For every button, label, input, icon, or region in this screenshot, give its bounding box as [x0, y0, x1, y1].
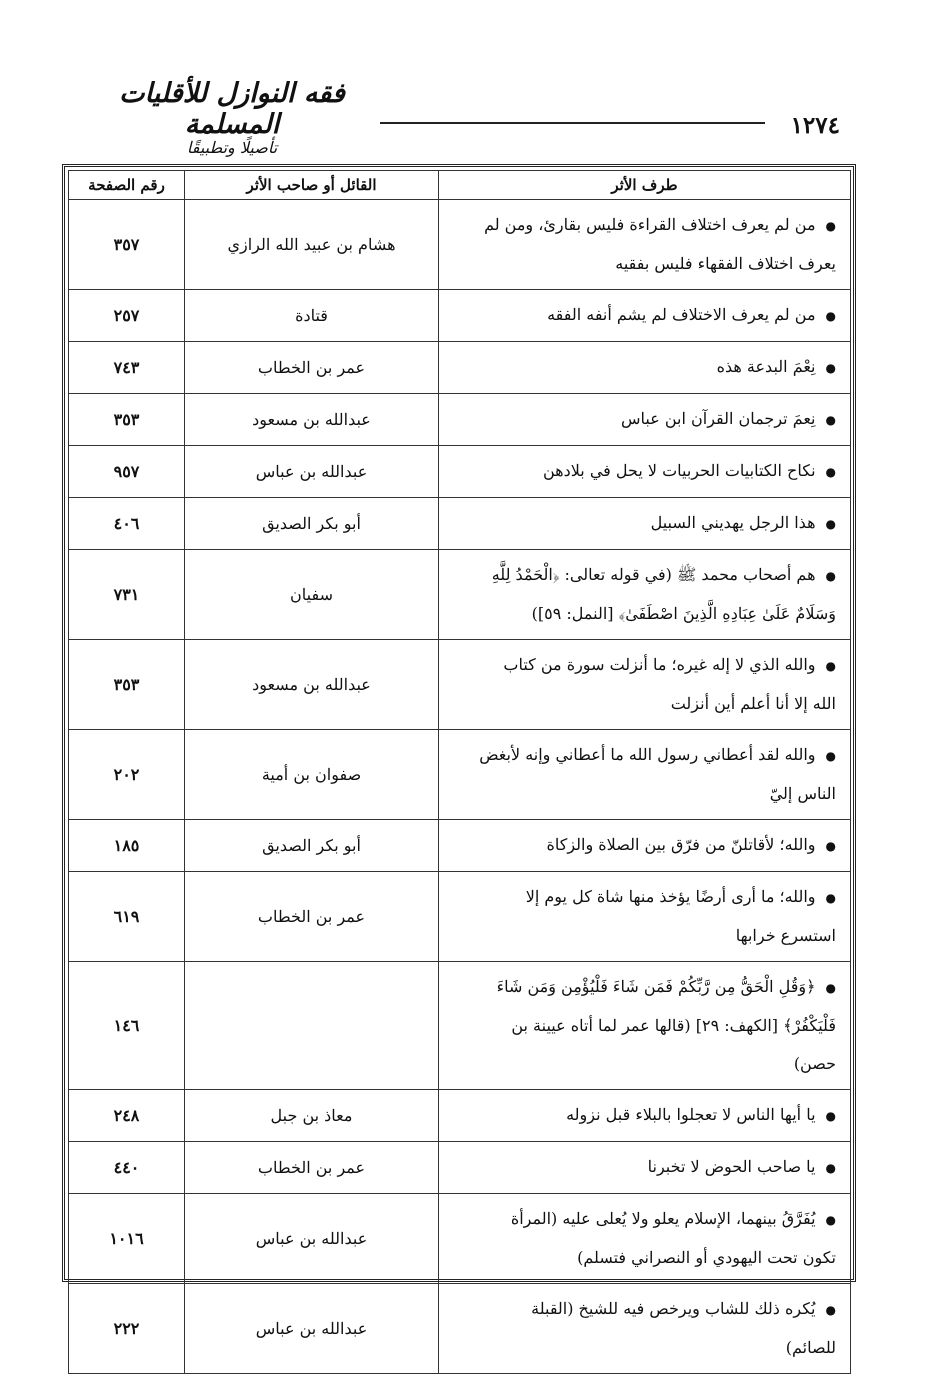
column-header-narration: طرف الأثر	[439, 171, 851, 200]
page-number-cell: ٢٢٢	[69, 1284, 185, 1374]
author-cell: عمر بن الخطاب	[185, 872, 439, 962]
narration-text: هم أصحاب محمد ﷺ (في قوله تعالى: ﴿الْحَمْدُ لِلَّهِ وَسَلَامٌ عَلَىٰ عِبَادِهِ الَّذِينَ اصْطَفَىٰ﴾ [النمل: ٥٩])	[491, 565, 836, 623]
bullet-icon: ●	[825, 1161, 836, 1175]
table-row	[69, 640, 851, 730]
column-header-author: القائل أو صاحب الأثر	[185, 171, 439, 200]
table-row	[69, 1142, 851, 1194]
narration-text: يُفَرَّقُ بينهما، الإسلام يعلو ولا يُعلى عليه (المرأة تكون تحت اليهودي أو النصراني فتسلم)	[510, 1209, 836, 1267]
page-number-cell: ١٨٥	[69, 820, 185, 872]
narration-cell	[439, 962, 851, 1090]
table-row	[69, 342, 851, 394]
narrations-index-table	[68, 170, 851, 1374]
header-rule	[380, 122, 765, 124]
table-row	[69, 446, 851, 498]
bullet-icon: ●	[825, 1213, 836, 1227]
page-number: ١٢٧٤	[790, 112, 840, 139]
column-header-page: رقم الصفحة	[69, 171, 185, 200]
narration-text: هذا الرجل يهديني السبيل	[650, 513, 816, 532]
page-number-cell: ٩٥٧	[69, 446, 185, 498]
narration-text: من لم يعرف اختلاف القراءة فليس بقارئ، ومن لم يعرف اختلاف الفقهاء فليس بفقيه	[484, 215, 836, 273]
page-number-cell: ٢٠٢	[69, 730, 185, 820]
narration-text: يا أيها الناس لا تعجلوا بالبلاء قبل نزوله	[566, 1105, 816, 1124]
bullet-icon: ●	[825, 569, 836, 583]
author-cell: عمر بن الخطاب	[185, 1142, 439, 1194]
book-subtitle: تأصيلًا وتطبيقًا	[186, 138, 278, 157]
narration-text: يُكره ذلك للشاب ويرخص فيه للشيخ (القبلة للصائم)	[531, 1299, 836, 1357]
author-cell: قتادة	[185, 290, 439, 342]
narration-cell	[439, 342, 851, 394]
narration-text: نِعْمَ البدعة هذه	[716, 357, 816, 376]
narration-cell	[439, 446, 851, 498]
narration-text: ﴿وَقُلِ الْحَقُّ مِن رَّبِّكُمْ فَمَن شَاءَ فَلْيُؤْمِن وَمَن شَاءَ فَلْيَكْفُرْ﴾ [الكهف: ٢٩] (قالها عمر لما أتاه عيينة بن حصن)	[496, 977, 836, 1073]
table-row	[69, 872, 851, 962]
index-table-frame	[62, 164, 856, 1357]
narration-text: والله الذي لا إله غيره؛ ما أنزلت سورة من كتاب الله إلا أنا أعلم أين أنزلت	[503, 655, 836, 713]
book-title-block	[82, 78, 382, 157]
table-header-row	[69, 171, 851, 200]
narration-cell	[439, 872, 851, 962]
author-cell: عبدالله بن عباس	[185, 446, 439, 498]
bullet-icon: ●	[825, 839, 836, 853]
bullet-icon: ●	[825, 309, 836, 323]
table-row	[69, 200, 851, 290]
author-cell: عبدالله بن مسعود	[185, 394, 439, 446]
bullet-icon: ●	[825, 219, 836, 233]
table-row	[69, 394, 851, 446]
narration-cell	[439, 1142, 851, 1194]
narration-text: والله لقد أعطاني رسول الله ما أعطاني وإنه لأبغض الناس إليّ	[479, 745, 836, 803]
bullet-icon: ●	[825, 749, 836, 763]
author-cell: عمر بن الخطاب	[185, 342, 439, 394]
page-number-cell: ١٤٦	[69, 962, 185, 1090]
narration-cell	[439, 1194, 851, 1284]
narration-text: من لم يعرف الاختلاف لم يشم أنفه الفقه	[547, 305, 816, 324]
author-cell: عبدالله بن عباس	[185, 1284, 439, 1374]
author-cell: هشام بن عبيد الله الرازي	[185, 200, 439, 290]
table-row	[69, 1090, 851, 1142]
table-row	[69, 498, 851, 550]
bullet-icon: ●	[825, 659, 836, 673]
page-header	[62, 68, 850, 158]
table-row	[69, 962, 851, 1090]
table-row	[69, 290, 851, 342]
page-number-cell: ٣٥٧	[69, 200, 185, 290]
narration-text: نِعمَ ترجمان القرآن ابن عباس	[621, 409, 816, 428]
page-number-cell: ٣٥٣	[69, 640, 185, 730]
narration-cell	[439, 820, 851, 872]
page-number-cell: ١٠١٦	[69, 1194, 185, 1284]
page-number-cell: ٦١٩	[69, 872, 185, 962]
author-cell: أبو بكر الصديق	[185, 820, 439, 872]
table-row	[69, 730, 851, 820]
bullet-icon: ●	[825, 1109, 836, 1123]
bullet-icon: ●	[825, 465, 836, 479]
author-cell: معاذ بن جبل	[185, 1090, 439, 1142]
author-cell	[185, 962, 439, 1090]
table-row	[69, 1284, 851, 1374]
page-number-cell: ٤٠٦	[69, 498, 185, 550]
table-row	[69, 820, 851, 872]
narration-text: نكاح الكتابيات الحربيات لا يحل في بلادهن	[542, 461, 816, 480]
page-number-cell: ٢٤٨	[69, 1090, 185, 1142]
page-number-cell: ٧٣١	[69, 550, 185, 640]
narration-text: والله؛ لأقاتلنّ من فرّق بين الصلاة والزكاة	[546, 835, 816, 854]
narration-cell	[439, 290, 851, 342]
narration-text: يا صاحب الحوض لا تخبرنا	[647, 1157, 816, 1176]
page-number-cell: ٧٤٣	[69, 342, 185, 394]
narration-cell	[439, 1090, 851, 1142]
author-cell: صفوان بن أمية	[185, 730, 439, 820]
narration-cell	[439, 640, 851, 730]
bullet-icon: ●	[825, 361, 836, 375]
narration-cell	[439, 1284, 851, 1374]
page-number-cell: ٣٥٣	[69, 394, 185, 446]
author-cell: أبو بكر الصديق	[185, 498, 439, 550]
narration-cell	[439, 730, 851, 820]
bullet-icon: ●	[825, 981, 836, 995]
book-title: فقه النوازل للأقليات المسلمة	[119, 78, 345, 140]
bullet-icon: ●	[825, 1303, 836, 1317]
narration-cell	[439, 498, 851, 550]
narration-cell	[439, 394, 851, 446]
narration-cell	[439, 200, 851, 290]
table-row	[69, 1194, 851, 1284]
bullet-icon: ●	[825, 413, 836, 427]
narration-cell	[439, 550, 851, 640]
bullet-icon: ●	[825, 517, 836, 531]
author-cell: عبدالله بن عباس	[185, 1194, 439, 1284]
page-number-cell: ٤٤٠	[69, 1142, 185, 1194]
table-row	[69, 550, 851, 640]
bullet-icon: ●	[825, 891, 836, 905]
page-number-cell: ٢٥٧	[69, 290, 185, 342]
author-cell: عبدالله بن مسعود	[185, 640, 439, 730]
narration-text: والله؛ ما أرى أرضًا يؤخذ منها شاة كل يوم إلا استسرع خرابها	[525, 887, 836, 945]
author-cell: سفيان	[185, 550, 439, 640]
